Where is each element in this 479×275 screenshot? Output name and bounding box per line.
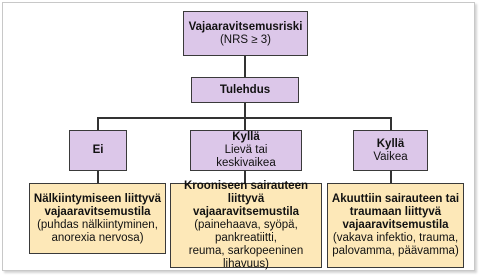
outcome-detail-line: palovamma, päävamma) bbox=[332, 245, 459, 257]
outcome-title-line: traumaan liittyvä bbox=[349, 206, 442, 218]
connector-branch-1-to-outcome-1 bbox=[97, 170, 99, 183]
middle-title: Tulehdus bbox=[219, 83, 271, 96]
connector-bar-to-branch-3 bbox=[390, 117, 392, 130]
outcome-title-line: liittyvä bbox=[227, 193, 265, 205]
branch-subtitle: Vaikea bbox=[373, 150, 408, 163]
middle-box bbox=[191, 77, 299, 103]
outcome-detail-line: (vakava infektio, trauma, bbox=[332, 232, 459, 244]
branch-box-yes-severe bbox=[353, 130, 428, 171]
branch-box-yes-mild bbox=[190, 130, 302, 171]
outcome-box-chronic bbox=[170, 180, 322, 270]
connector-middle-to-bar bbox=[244, 102, 246, 118]
outcome-detail-line: anorexia nervosa) bbox=[51, 231, 144, 244]
branch-title: Kyllä bbox=[232, 131, 260, 143]
outcome-detail-line: (puhdas nälkiintyminen, bbox=[37, 218, 158, 231]
branch-box-no bbox=[69, 130, 127, 171]
root-title: Vajaaravitsemusriski bbox=[188, 20, 303, 33]
outcome-detail-line: (painehaava, syöpä, pankreatiitti, bbox=[194, 219, 298, 244]
outcome-title-line: vajaaravitsemustila bbox=[192, 206, 300, 218]
branch-title: Ei bbox=[92, 144, 104, 156]
outcome-title-line: vajaaravitsemustila bbox=[44, 205, 151, 218]
outcome-title-line: Nälkiintymiseen liittyvä bbox=[33, 192, 162, 205]
outcome-title-line: Akuuttiin sairauteen tai bbox=[331, 193, 460, 205]
root-subtitle: (NRS ≥ 3) bbox=[219, 33, 272, 46]
root-box bbox=[183, 11, 308, 56]
connector-bar-to-branch-2 bbox=[244, 117, 246, 130]
connector-branch-3-to-outcome-3 bbox=[390, 170, 392, 183]
connector-root-to-middle bbox=[244, 55, 246, 77]
outcome-box-acute bbox=[327, 183, 464, 268]
branch-subtitle: Lievä tai keskivaikea bbox=[216, 144, 276, 169]
outcome-title-line: vajaaravitsemustila bbox=[342, 219, 449, 231]
outcome-title-line: Krooniseen sairauteen bbox=[184, 180, 308, 192]
connector-bar-to-branch-1 bbox=[97, 117, 99, 130]
outcome-box-starvation bbox=[29, 183, 166, 254]
branch-title: Kyllä bbox=[376, 137, 405, 150]
outcome-detail-line: reuma, sarkopeeninen lihavuus) bbox=[188, 245, 304, 270]
